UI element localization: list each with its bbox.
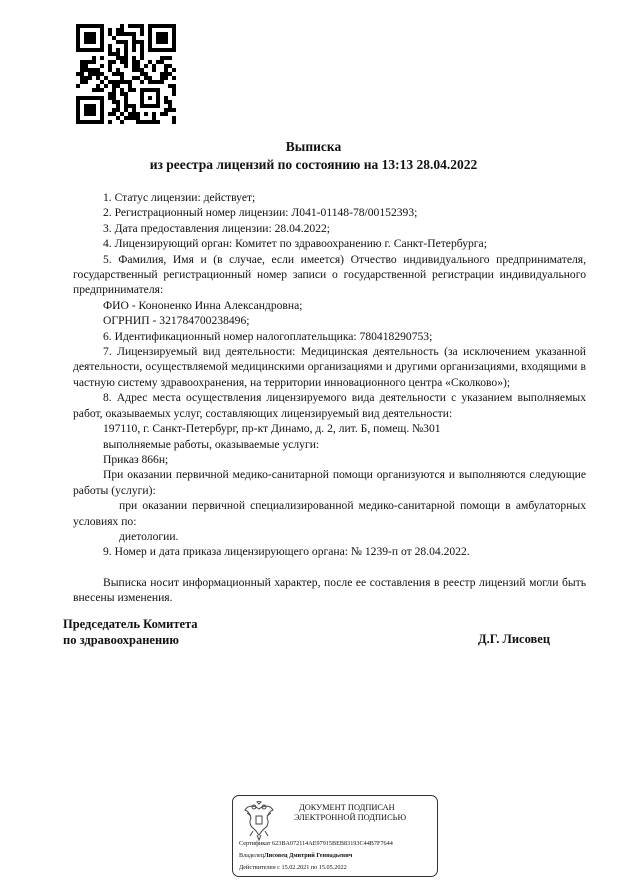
- document-body: [73, 190, 586, 606]
- info-note: Выписка носит информационный характер, после ее составления в реестр лицензий могли быть внесены изменения.: [73, 575, 586, 605]
- signatory-position-line2: по здравоохранению: [63, 633, 179, 647]
- item-fio: ФИО - Кононенко Инна Александровна;: [103, 298, 303, 312]
- qr-code: [76, 24, 176, 124]
- stamp-owner: [239, 852, 352, 860]
- stamp-title-line1: ДОКУМЕНТ ПОДПИСАН: [299, 803, 395, 812]
- item-registration-number: 2. Регистрационный номер лицензии: Л041-01148-78/00152393;: [103, 206, 418, 220]
- electronic-signature-stamp: [232, 795, 438, 877]
- stamp-validity: Действителен с 15.02.2021 по 15.05.2022: [239, 864, 347, 871]
- item-ogrnip: ОГРНИП - 321784700238496;: [103, 314, 250, 328]
- stamp-owner-value: Лисовец Дмитрий Геннадьевич: [264, 852, 353, 859]
- stamp-owner-label: Владелец: [239, 852, 265, 859]
- item-entrepreneur: 5. Фамилия, Имя и (в случае, если имеется) Отчество индивидуального предпринимателя, государственный регистрационный номер записи о государственной регистрации индивидуального предпринимателя:: [73, 252, 586, 297]
- item-licensing-authority: 4. Лицензирующий орган: Комитет по здравоохранению г. Санкт-Петербурга;: [103, 237, 487, 251]
- item-activity-type: 7. Лицензируемый вид деятельности: Медицинская деятельность (за исключением указанной деятельности, осуществляемой медицинскими организациями и другими организациями, входящими в частную систему здравоохранения, на территории инновационного центра «Сколково»);: [73, 345, 586, 389]
- item-inn: 6. Идентификационный номер налогоплательщика: 780418290753;: [103, 329, 433, 343]
- item-works-label: выполняемые работы, оказываемые услуги:: [103, 437, 320, 451]
- stamp-certificate: [239, 840, 393, 848]
- item-primary-care: При оказании первичной медико-санитарной помощи организуются и выполняются следующие работы (услуги):: [73, 468, 586, 497]
- item-address: 197110, г. Санкт-Петербург, пр-кт Динамо, д. 2, лит. Б, помещ. №301: [103, 422, 441, 436]
- signatory-position-line1: Председатель Комитета: [63, 617, 198, 631]
- stamp-certificate-value: 623BA072114AE97915BEB83193C44B7F7644: [272, 840, 393, 847]
- item-license-status: 1. Статус лицензии: действует;: [103, 191, 256, 204]
- coat-of-arms-icon: [243, 801, 275, 841]
- stamp-certificate-label: Сертификат: [239, 840, 271, 847]
- document-title: Выписка: [285, 139, 342, 154]
- item-license-date: 3. Дата предоставления лицензии: 28.04.2022;: [103, 221, 331, 235]
- document-subtitle: из реестра лицензий по состоянию на 13:13 28.04.2022: [149, 157, 478, 172]
- signatory-position: [63, 616, 198, 648]
- item-order-number: 9. Номер и дата приказа лицензирующего органа: № 1239-п от 28.04.2022.: [103, 545, 470, 559]
- item-order: Приказ 866н;: [103, 452, 169, 466]
- signatory-name: Д.Г. Лисовец: [478, 632, 551, 646]
- item-specialized-care: при оказании первичной специализированной медико-санитарной помощи в амбулаторных условиях по:: [73, 499, 586, 528]
- stamp-title-line2: ЭЛЕКТРОННОЙ ПОДПИСЬЮ: [294, 813, 407, 822]
- item-activity-address: 8. Адрес места осуществления лицензируемого вида деятельности с указанием выполняемых работ, оказываемых услуг, составляющих лицензируемый вид деятельности:: [73, 391, 586, 420]
- item-dietology: диетологии.: [119, 529, 179, 543]
